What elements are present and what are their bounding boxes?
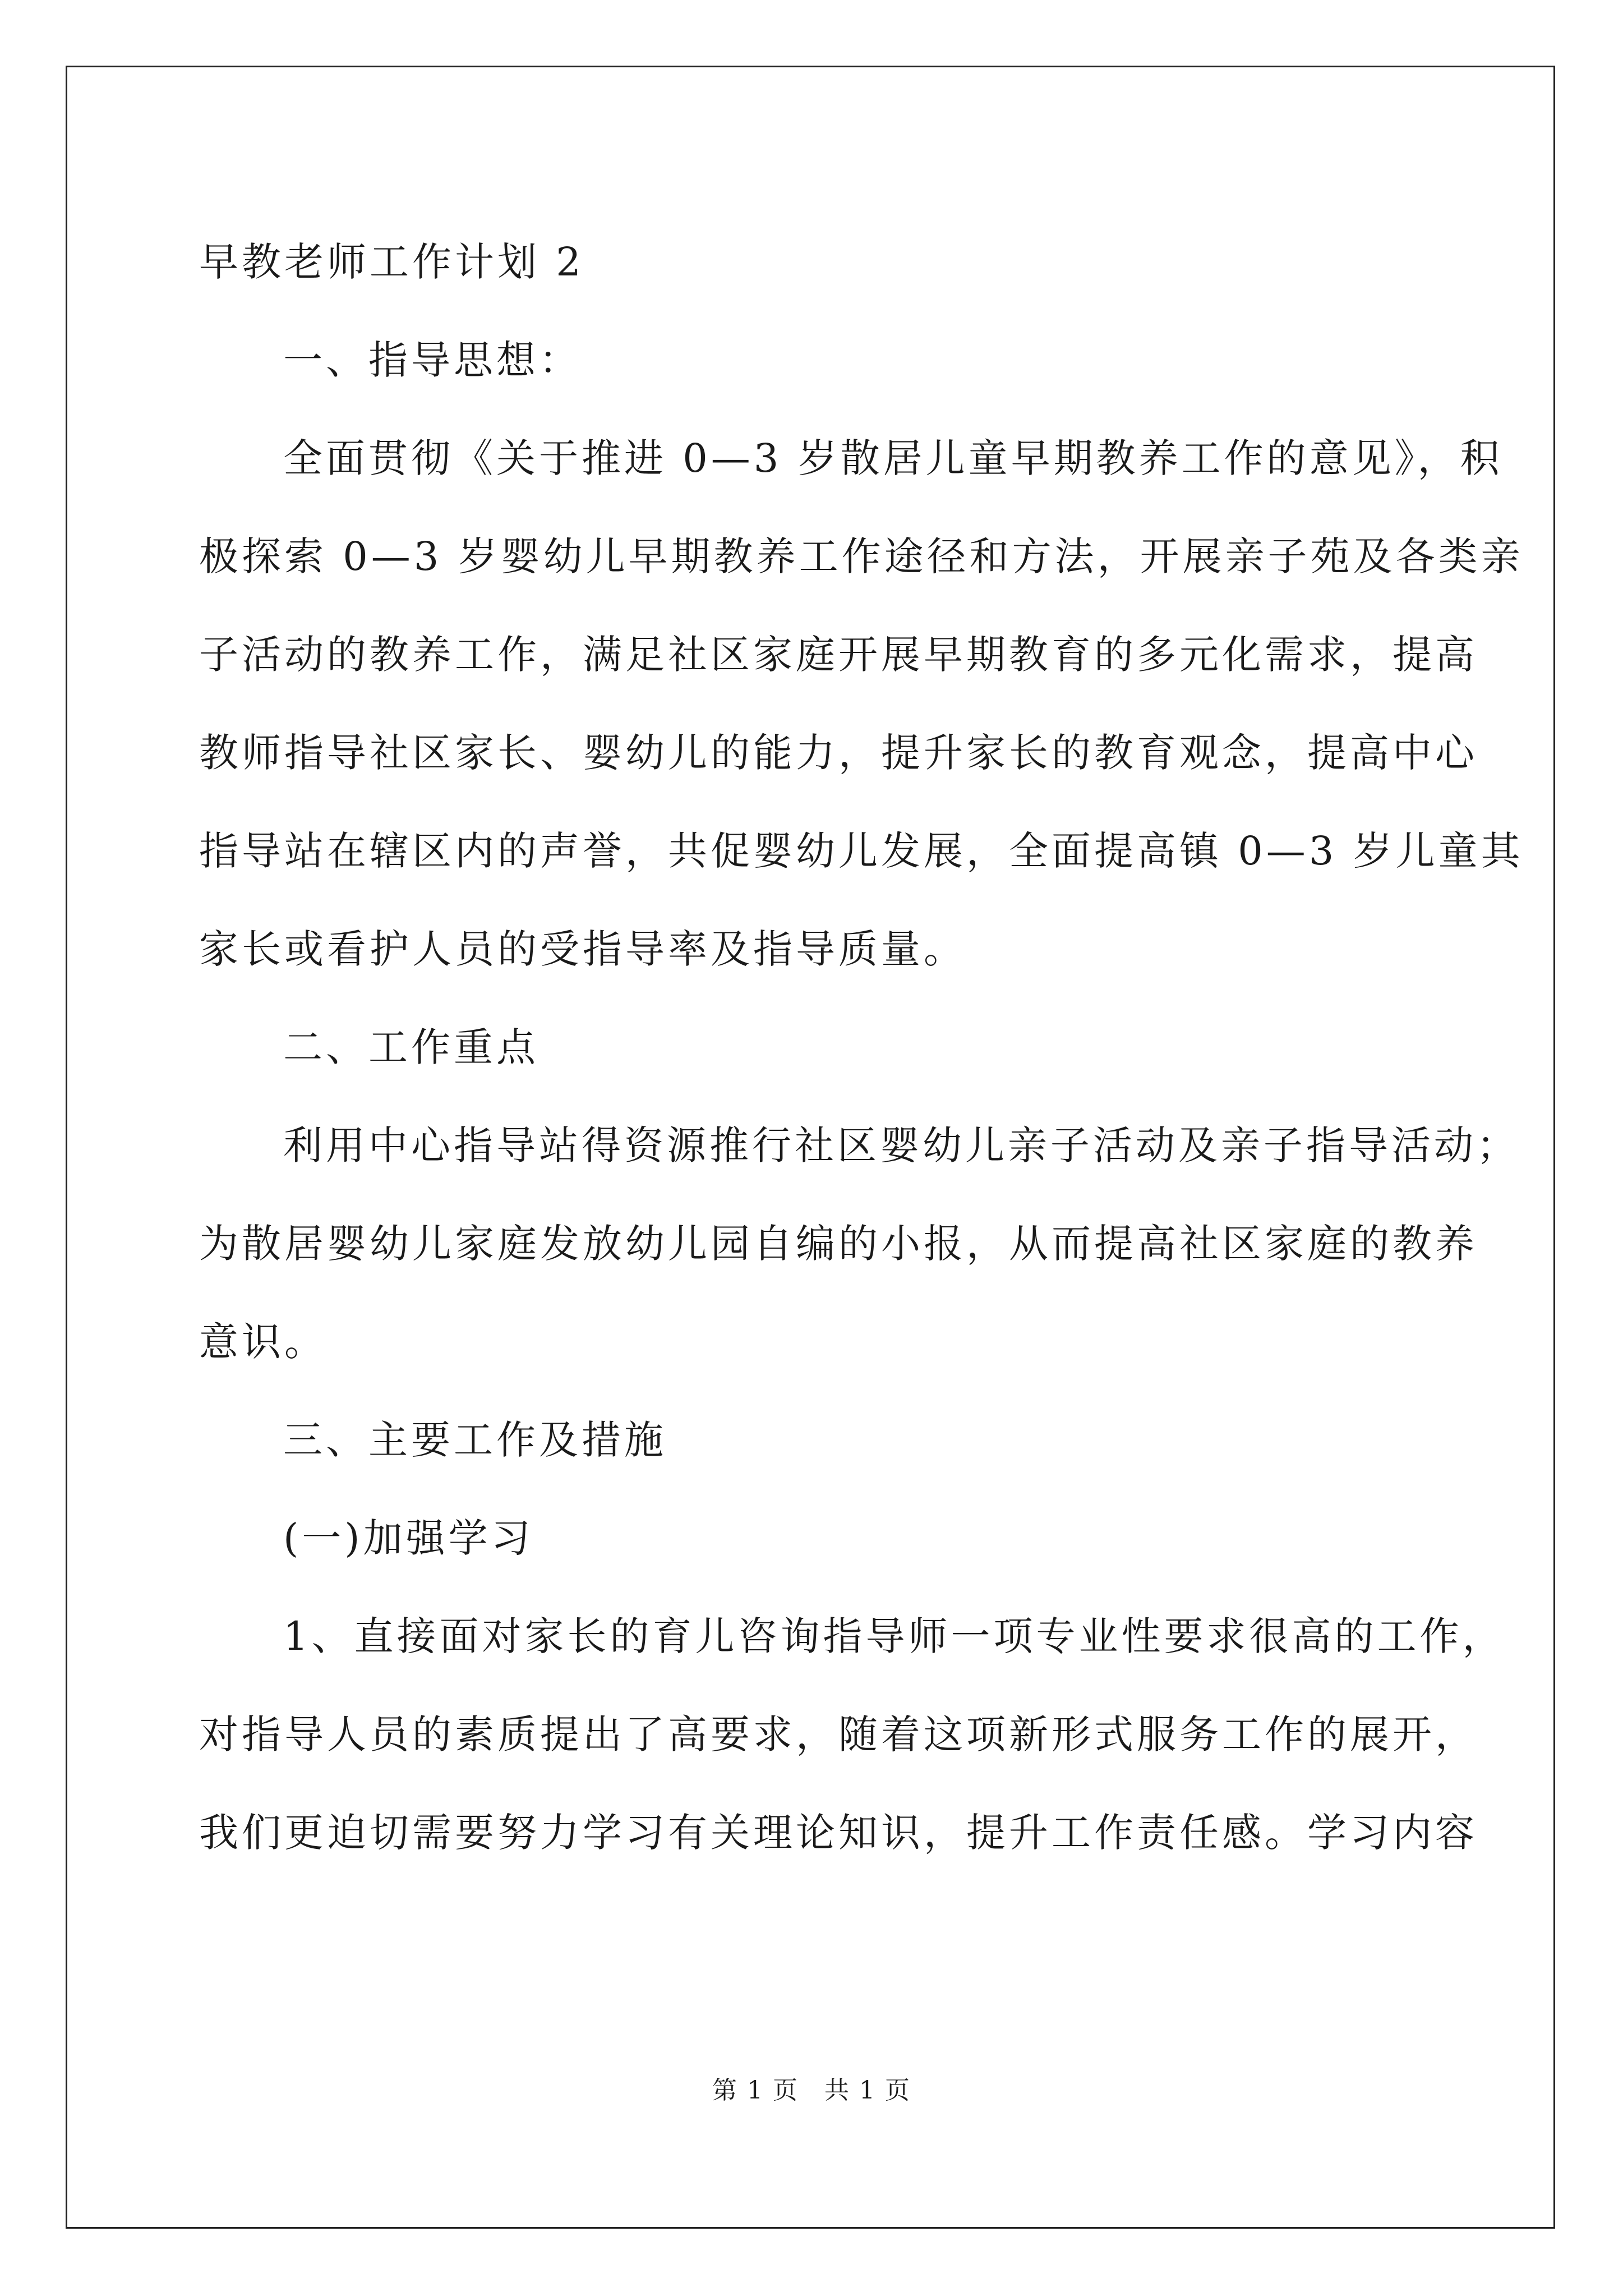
- section-heading-2: 二、工作重点: [283, 1024, 539, 1070]
- document-title: 早教老师工作计划 2: [199, 239, 584, 285]
- section-heading-1: 一、指导思想：: [283, 337, 582, 383]
- paragraph-line: 为散居婴幼儿家庭发放幼儿园自编的小报，从而提高社区家庭的教养: [199, 1221, 1478, 1267]
- paragraph-line: 利用中心指导站得资源推行社区婴幼儿亲子活动及亲子指导活动；: [283, 1122, 1519, 1168]
- paragraph-line: 教师指导社区家长、婴幼儿的能力，提升家长的教育观念，提高中心: [199, 730, 1478, 776]
- page-number-footer: 第 1 页 共 1 页: [712, 2076, 911, 2105]
- paragraph-line: 家长或看护人员的受指导率及指导质量。: [199, 926, 966, 972]
- paragraph-line: 意识。: [199, 1319, 327, 1365]
- paragraph-line: 1、直接面对家长的育儿咨询指导师一项专业性要求很高的工作，: [283, 1613, 1505, 1659]
- paragraph-line: 极探索 0—3 岁婴幼儿早期教养工作途径和方法，开展亲子苑及各类亲: [199, 533, 1524, 579]
- paragraph-line: 我们更迫切需要努力学习有关理论知识，提升工作责任感。学习内容: [199, 1810, 1478, 1856]
- paragraph-line: 指导站在辖区内的声誉，共促婴幼儿发展，全面提高镇 0—3 岁儿童其: [199, 828, 1524, 874]
- subsection-heading: (一)加强学习: [283, 1515, 534, 1561]
- document-body: [199, 213, 1524, 1882]
- paragraph-line: 对指导人员的素质提出了高要求，随着这项新形式服务工作的展开，: [199, 1711, 1478, 1757]
- paragraph-line: 子活动的教养工作，满足社区家庭开展早期教育的多元化需求，提高: [199, 632, 1478, 678]
- paragraph-line: 全面贯彻《关于推进 0—3 岁散居儿童早期教养工作的意见》，积: [283, 435, 1503, 481]
- section-heading-3: 三、主要工作及措施: [283, 1417, 667, 1463]
